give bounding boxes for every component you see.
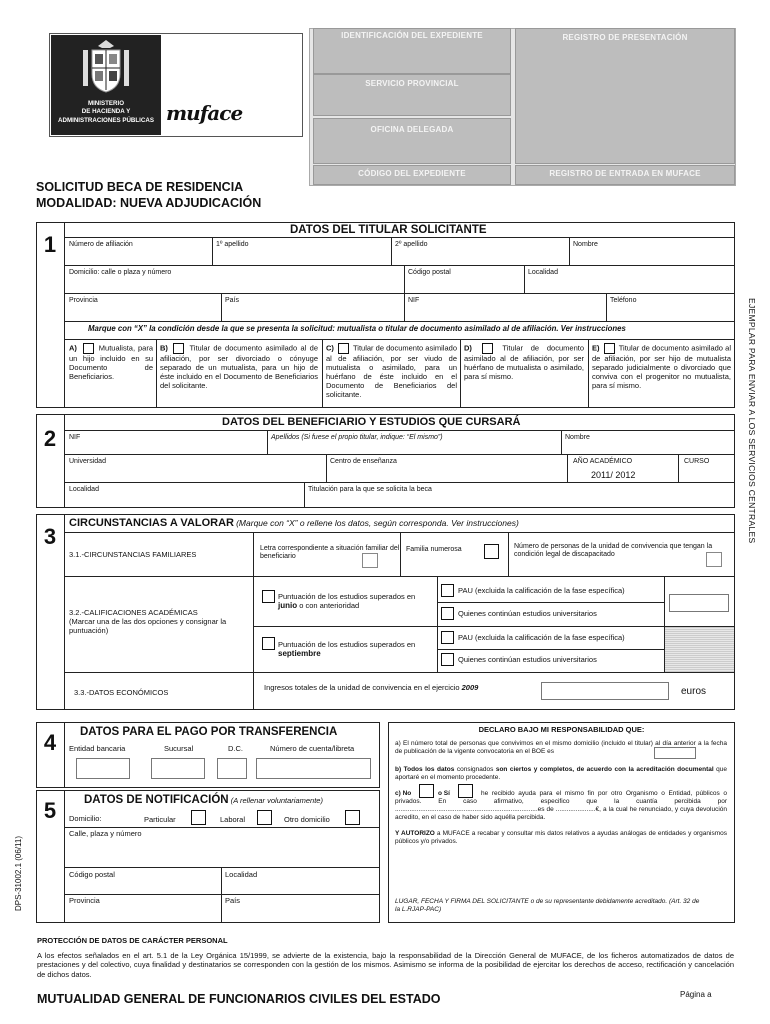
sucursal-field[interactable] <box>151 758 205 779</box>
sucursal-label: Sucursal <box>164 744 194 753</box>
label-codigo-postal: Código postal <box>408 269 451 276</box>
septiembre-continuan-label: Quienes continúan estudios universitarios <box>458 655 597 664</box>
telefono-field[interactable] <box>608 306 733 319</box>
option-e-text: Titular de documento asimilado al de afiliación, por ser hijo de mutualista separado judicialmente o divorciado que conviva con el progenitor no mutualista, para sí mismo. <box>592 343 731 390</box>
beneficiario-nif-field[interactable] <box>66 441 265 453</box>
cuenta-field[interactable] <box>256 758 371 779</box>
option-a-text: Mutualista, para un hijo incluido en su Documento de Beneficiarios. <box>69 343 153 381</box>
option-b <box>160 343 318 390</box>
declaration-autorizo-bold: Y AUTORIZO <box>395 830 435 837</box>
notif-provincia-field[interactable] <box>66 907 219 920</box>
ingresos-field[interactable] <box>541 682 669 700</box>
form-title-line-1: SOLICITUD BECA DE RESIDENCIA <box>36 180 244 194</box>
ministry-logo-box <box>49 33 303 137</box>
option-e-letter: E) <box>592 343 600 353</box>
ministry-line-3: ADMINISTRACIONES PÚBLICAS <box>58 116 154 124</box>
declaration-autorizo-text: a MUFACE a recabar y consultar mis datos relativos a ayudas análogas de entidades y organismos públicos y/o privados. <box>395 830 727 846</box>
section-3-heading <box>69 517 519 530</box>
section-2-title: DATOS DEL BENEFICIARIO Y ESTUDIOS QUE CURSARÁ <box>222 416 521 428</box>
convivientes-count-field[interactable] <box>654 747 696 759</box>
label-beneficiario-nombre: Nombre <box>565 434 590 441</box>
dc-label: D.C. <box>228 744 243 753</box>
section-4-number: 4 <box>43 730 57 755</box>
page-indicator: Página a <box>680 990 712 999</box>
discapacidad-count-box[interactable] <box>706 552 722 567</box>
label-provincia: Provincia <box>69 297 98 304</box>
label-telefono: Teléfono <box>610 297 637 304</box>
dc-field[interactable] <box>217 758 247 779</box>
cuenta-label: Número de cuenta/libreta <box>270 744 355 753</box>
apellido-1-field[interactable] <box>214 250 389 263</box>
label-curso: CURSO <box>684 458 710 465</box>
muface-logo: muface <box>166 101 243 125</box>
label-beneficiario-apellidos: Apellidos (Si fuese el propio titular, indique: “El mismo”) <box>271 434 443 441</box>
section-1-number: 1 <box>43 232 57 257</box>
option-d-checkbox[interactable] <box>482 343 493 354</box>
notif-pais-label: País <box>225 896 241 905</box>
form-title-line-2: MODALIDAD: NUEVA ADJUDICACIÓN <box>36 196 262 211</box>
label-titulacion: Titulación para la que se solicita la beca <box>308 486 432 493</box>
titulacion-field[interactable] <box>306 495 733 506</box>
identificacion-label: IDENTIFICACIÓN DEL EXPEDIENTE <box>341 31 483 40</box>
section-1-gutter <box>64 222 65 408</box>
label-localidad: Localidad <box>528 269 558 276</box>
codigo-expediente-label: CÓDIGO DEL EXPEDIENTE <box>358 169 466 178</box>
septiembre-continuan-checkbox[interactable] <box>441 653 454 666</box>
septiembre-score-area <box>665 627 734 672</box>
registro-presentacion-label: REGISTRO DE PRESENTACIÓN <box>562 33 688 42</box>
signature-area[interactable] <box>392 852 731 894</box>
label-centro: Centro de enseñanza <box>330 458 397 465</box>
nombre-titular-field[interactable] <box>571 250 733 263</box>
proteccion-title: PROTECCIÓN DE DATOS DE CARÁCTER PERSONAL <box>37 936 228 945</box>
junio-word: junio <box>278 601 298 610</box>
ministry-line-1: MINISTERIO <box>87 100 125 107</box>
option-a-letter: A) <box>69 343 77 353</box>
particular-checkbox[interactable] <box>191 810 206 825</box>
junio-continuan-checkbox[interactable] <box>441 607 454 620</box>
familiares-label: 3.1.-CIRCUNSTANCIAS FAMILIARES <box>69 550 197 559</box>
servicio-provincial-label: SERVICIO PROVINCIAL <box>365 79 459 88</box>
domicilio-notif-label: Domicilio: <box>69 814 102 823</box>
otro-label: Otro domicilio <box>284 815 330 824</box>
section-5-note: (A rellenar voluntariamente) <box>230 796 323 805</box>
septiembre-pau-checkbox[interactable] <box>441 631 454 644</box>
ingresos-year: 2009 <box>461 683 479 692</box>
economicos-label: 3.3.-DATOS ECONÓMICOS <box>74 688 169 697</box>
nif-field[interactable] <box>406 306 604 319</box>
option-a <box>69 343 153 381</box>
organization-name: MUTUALIDAD GENERAL DE FUNCIONARIOS CIVILES DEL ESTADO <box>37 992 441 1006</box>
codigo-postal-field[interactable] <box>406 278 522 291</box>
label-universidad: Universidad <box>69 458 106 465</box>
label-beneficiario-localidad: Localidad <box>69 486 99 493</box>
letra-situacion-box[interactable] <box>362 553 378 568</box>
septiembre-checkbox[interactable] <box>262 637 275 650</box>
label-ano-academico: AÑO ACADÉMICO <box>573 458 633 465</box>
form-code: DPS-31002.1 (06/11) <box>14 836 23 912</box>
junio-pre: Puntuación de los estudios superados en <box>278 592 416 601</box>
declaration-c-si: o Sí <box>438 790 450 797</box>
junio-continuan-label: Quienes continúan estudios universitarios <box>458 609 597 618</box>
option-d-letter: D) <box>464 343 472 353</box>
section-3-number: 3 <box>43 524 57 549</box>
entidad-label: Entidad bancaria <box>69 744 126 753</box>
declaration-title: DECLARO BAJO MI RESPONSABILIDAD QUE: <box>478 725 645 734</box>
discapacidad-label: Número de personas de la unidad de convivencia que tengan la condición legal de discapacitado <box>514 543 713 559</box>
label-apellido-2: 2º apellido <box>395 241 428 248</box>
beneficiario-nombre-field[interactable] <box>563 441 733 453</box>
declaration-firma-note: o de su representante debidamente acreditado. (Art. 32 de la L.RJAP-PAC) <box>395 898 700 914</box>
label-nif: NIF <box>408 297 420 304</box>
ingresos-label <box>264 684 478 693</box>
proteccion-text: A los efectos señalados en el art. 5.1 de la Ley Orgánica 15/1999, se advierte de la existencia, bajo la responsabilidad de la Dirección General de MUFACE, de los ficheros automatizados de datos de prestaciones y del colectivo, cuya finalidad y destinatarios se corresponden con la gestión de los mismos. Asimismo se informa de la posibilidad de ejercitar los derechos de acceso, rectificación y cancelación de dichos datos. <box>37 951 734 979</box>
notif-provincia-label: Provincia <box>69 896 100 905</box>
ministry-line-2: DE HACIENDA Y <box>81 108 131 116</box>
laboral-label: Laboral <box>220 815 246 824</box>
declaration-firma <box>395 898 705 914</box>
option-c <box>326 343 457 399</box>
option-b-letter: B) <box>160 343 168 353</box>
section-1-title: DATOS DEL TITULAR SOLICITANTE <box>290 224 487 236</box>
otro-checkbox[interactable] <box>345 810 360 825</box>
junio-pau-checkbox[interactable] <box>441 584 454 597</box>
academicas-line-1: 3.2.-CALIFICACIONES ACADÉMICAS <box>69 608 198 617</box>
coat-of-arms-icon <box>80 38 132 96</box>
notif-cp-field[interactable] <box>66 881 219 893</box>
provincia-field[interactable] <box>66 306 219 319</box>
option-a-checkbox[interactable] <box>83 343 94 354</box>
septiembre-word: septiembre <box>278 649 321 658</box>
form-title <box>36 179 261 212</box>
laboral-checkbox[interactable] <box>257 810 272 825</box>
label-apellido-1: 1º apellido <box>216 241 249 248</box>
declaration-b-bold2: son ciertos y completos, de acuerdo con la acreditación documental <box>495 766 714 773</box>
section-2-number: 2 <box>43 426 57 451</box>
calle-label: Calle, plaza y número <box>69 829 142 838</box>
calle-field[interactable] <box>66 841 378 865</box>
letra-situacion-label: Letra correspondiente a situación familiar del beneficiario <box>260 545 400 561</box>
universidad-field[interactable] <box>66 467 324 480</box>
ano-academico-value: 2011/ 2012 <box>591 470 636 480</box>
junio-score-field[interactable] <box>669 594 729 612</box>
euros-label: euros <box>681 686 707 697</box>
label-domicilio: Domicilio: calle o plaza y número <box>69 269 172 276</box>
oficina-delegada-label: OFICINA DELEGADA <box>370 125 454 134</box>
registro-presentacion-box <box>515 28 735 164</box>
junio-checkbox[interactable] <box>262 590 275 603</box>
pais-field[interactable] <box>223 306 402 319</box>
option-b-text: Titular de documento asimilado al de afiliación, por ser divorciado o cónyuge separado de un mutualista, para un hijo de éste incluido en el Documento de Beneficiarios del solicitante. <box>160 343 318 390</box>
declaration-c-no: c) No <box>395 790 412 797</box>
centro-field[interactable] <box>328 467 565 480</box>
notif-cp-label: Código postal <box>69 870 115 879</box>
academicas-label <box>69 608 254 635</box>
condition-instruction: Marque con “X” la condición desde la que se presenta la solicitud: mutualista o titular de documento asimilado al de afiliación. Ver instrucciones <box>88 324 626 333</box>
ingresos-text: Ingresos totales de la unidad de convivencia en el ejercicio <box>264 683 460 692</box>
section-5-number: 5 <box>43 798 57 823</box>
declaration-firma-title: LUGAR, FECHA Y FIRMA DEL SOLICITANTE <box>395 898 529 905</box>
numero-afiliacion-field[interactable] <box>66 250 210 263</box>
septiembre-label <box>278 640 434 659</box>
junio-post: o con anterioridad <box>297 601 360 610</box>
academicas-line-2: (Marcar una de las dos opciones y consignar la puntuación) <box>69 617 227 635</box>
septiembre-pau-label: PAU (excluida la calificación de la fase específica) <box>458 633 625 642</box>
option-e <box>592 343 731 390</box>
domicilio-field[interactable] <box>66 278 402 291</box>
declaration-b <box>395 766 727 782</box>
localidad-field[interactable] <box>526 278 733 291</box>
beneficiario-localidad-field[interactable] <box>66 495 302 506</box>
declaration-b-bold: b) Todos los datos <box>395 766 455 773</box>
declaration-autorizo <box>395 830 727 846</box>
curso-field[interactable] <box>680 467 733 480</box>
notif-localidad-label: Localidad <box>225 870 258 879</box>
side-copy-note: EJEMPLAR PARA ENVIAR A LOS SERVICIOS CENTRALES <box>746 298 757 544</box>
section-3-note: (Marque con “X” o rellene los datos, según corresponda. Ver instrucciones) <box>236 518 519 528</box>
declaration-a-text: a) El número total de personas que convivimos en el mismo domicilio (incluido el titular) al día anterior a la fecha de publicación de la vigente convocatoria en el BOE es <box>395 740 727 756</box>
option-d-text: Titular de documento asimilado al de afiliación, por ser huérfano de mutualista o asimilado, para sí mismo. <box>464 343 584 381</box>
apellido-2-field[interactable] <box>393 250 567 263</box>
section-5-heading <box>84 794 323 807</box>
junio-pau-label: PAU (excluida la calificación de la fase específica) <box>458 586 625 595</box>
label-beneficiario-nif: NIF <box>69 434 81 441</box>
declaration-c-text: he recibido ayuda para el mismo fin por otro Organismo o Entidad, públicos o privados. En caso afirmativo, especifico que la cuantía percibida por ...............................................................................es de ......................€, a la cual he renunciado, y cuya devolución acredito, en el caso de haber sido aquélla percibida. <box>395 790 727 822</box>
registro-entrada-label: REGISTRO DE ENTRADA EN MUFACE <box>549 169 701 178</box>
declaration-b-end: que aportaré en el momento procedente. <box>395 766 728 782</box>
label-numero-afiliacion: Número de afiliación <box>69 241 133 248</box>
particular-label: Particular <box>144 815 176 824</box>
junio-label <box>278 592 434 611</box>
option-c-text: Titular de documento asimilado al de afiliación, por ser viudo de mutualista o asimilado, para un huérfano de éste incluido en el Documento de Beneficiarios del solicitante. <box>326 343 457 399</box>
notif-pais-field[interactable] <box>223 907 378 920</box>
declaration-b-mid: consignados <box>454 766 496 773</box>
label-nombre-titular: Nombre <box>573 241 598 248</box>
ministry-name <box>52 100 160 125</box>
familia-numerosa-checkbox[interactable] <box>484 544 499 559</box>
option-b-checkbox[interactable] <box>173 343 184 354</box>
familia-numerosa-label: Familia numerosa <box>406 546 462 553</box>
entidad-field[interactable] <box>76 758 130 779</box>
option-c-letter: C) <box>326 343 334 353</box>
septiembre-pre: Puntuación de los estudios superados en <box>278 640 416 649</box>
notif-localidad-field[interactable] <box>223 881 378 893</box>
option-c-checkbox[interactable] <box>338 343 349 354</box>
label-pais: País <box>225 297 240 304</box>
beneficiario-apellidos-field[interactable] <box>269 441 559 453</box>
section-4-title: DATOS PARA EL PAGO POR TRANSFERENCIA <box>80 726 338 738</box>
section-3-title: CIRCUNSTANCIAS A VALORAR <box>69 517 234 529</box>
option-d <box>464 343 584 381</box>
section-5-title: DATOS DE NOTIFICACIÓN <box>84 794 229 806</box>
option-e-checkbox[interactable] <box>604 343 615 354</box>
